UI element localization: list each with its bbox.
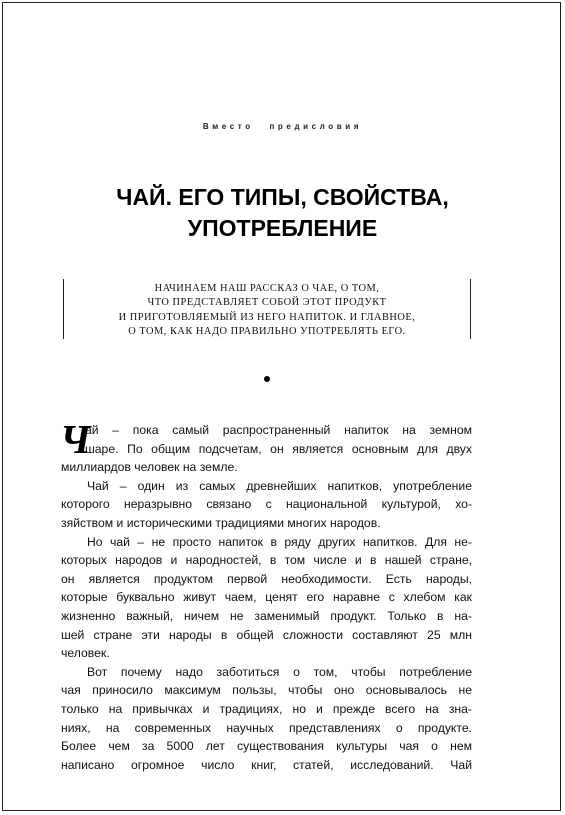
- body-line: Вот почему надо заботиться о том, чтобы потребление: [87, 664, 472, 679]
- lead-paragraph: [63, 279, 471, 339]
- body-line: которые буквально живут чаем, ценят его наравне с хлебом как: [61, 590, 472, 605]
- body-line: чая приносило максимум пользы, чтобы оно основывалось не: [61, 683, 472, 698]
- body-line: шаре. По общим подсчетам, он является основным для двух: [85, 441, 472, 456]
- body-line: он является продуктом первой необходимости. Есть народы,: [61, 571, 472, 586]
- body-line: только на привычках и традициях, но и прежде всего на зна-: [61, 701, 472, 716]
- lead-line: И ПРИГОТОВЛЯЕМЫЙ ИЗ НЕГО НАПИТОК. И ГЛАВНОЕ,: [118, 311, 416, 323]
- body-line: Чай – один из самых древнейших напитков, употребление: [87, 478, 472, 493]
- body-line: зяйством и историческими традициями многих народов.: [61, 515, 381, 530]
- lead-line: ЧТО ПРЕДСТАВЛЯЕТ СОБОЙ ЭТОТ ПРОДУКТ: [147, 297, 387, 309]
- body-line: Более чем за 5000 лет существования культуры чая о нем: [61, 739, 472, 754]
- body-text: [60, 416, 472, 774]
- section-divider-bullet: [264, 376, 270, 382]
- body-line: которых народов и народностей, в том числе и в нашей стране,: [61, 553, 472, 568]
- body-line: шей стране эти народы в общей сложности составляют 25 млн: [61, 627, 472, 642]
- section-kicker: Вместо предисловия: [202, 122, 363, 131]
- body-line: жизненно важный, ничем не заменимый продукт. Только в на-: [61, 608, 472, 623]
- lead-line: НАЧИНАЕМ НАШ РАССКАЗ О ЧАЕ, О ТОМ,: [154, 283, 380, 294]
- chapter-title: [0, 182, 565, 244]
- chapter-title-line-2: УПОТРЕБЛЕНИЕ: [187, 215, 378, 241]
- body-line: человек.: [61, 646, 110, 661]
- chapter-title-line-1: ЧАЙ. ЕГО ТИПЫ, СВОЙСТВА,: [116, 184, 449, 210]
- body-line: написано огромное число книг, статей, исследований. Чай: [61, 757, 472, 772]
- lead-line: О ТОМ, КАК НАДО ПРАВИЛЬНО УПОТРЕБЛЯТЬ ЕГО.: [128, 326, 406, 338]
- drop-cap: Ч: [60, 416, 91, 462]
- body-line: Но чай – не просто напиток в ряду других напитков. Для не-: [87, 534, 472, 549]
- body-line: которого неразрывно связано с национальной культурой, хо-: [61, 497, 472, 512]
- body-line: ай – пока самый распространенный напиток на земном: [85, 423, 472, 437]
- body-line: миллиардов человек на земле.: [61, 460, 238, 475]
- body-line: ниях, на современных научных представлениях о продукте.: [61, 720, 472, 735]
